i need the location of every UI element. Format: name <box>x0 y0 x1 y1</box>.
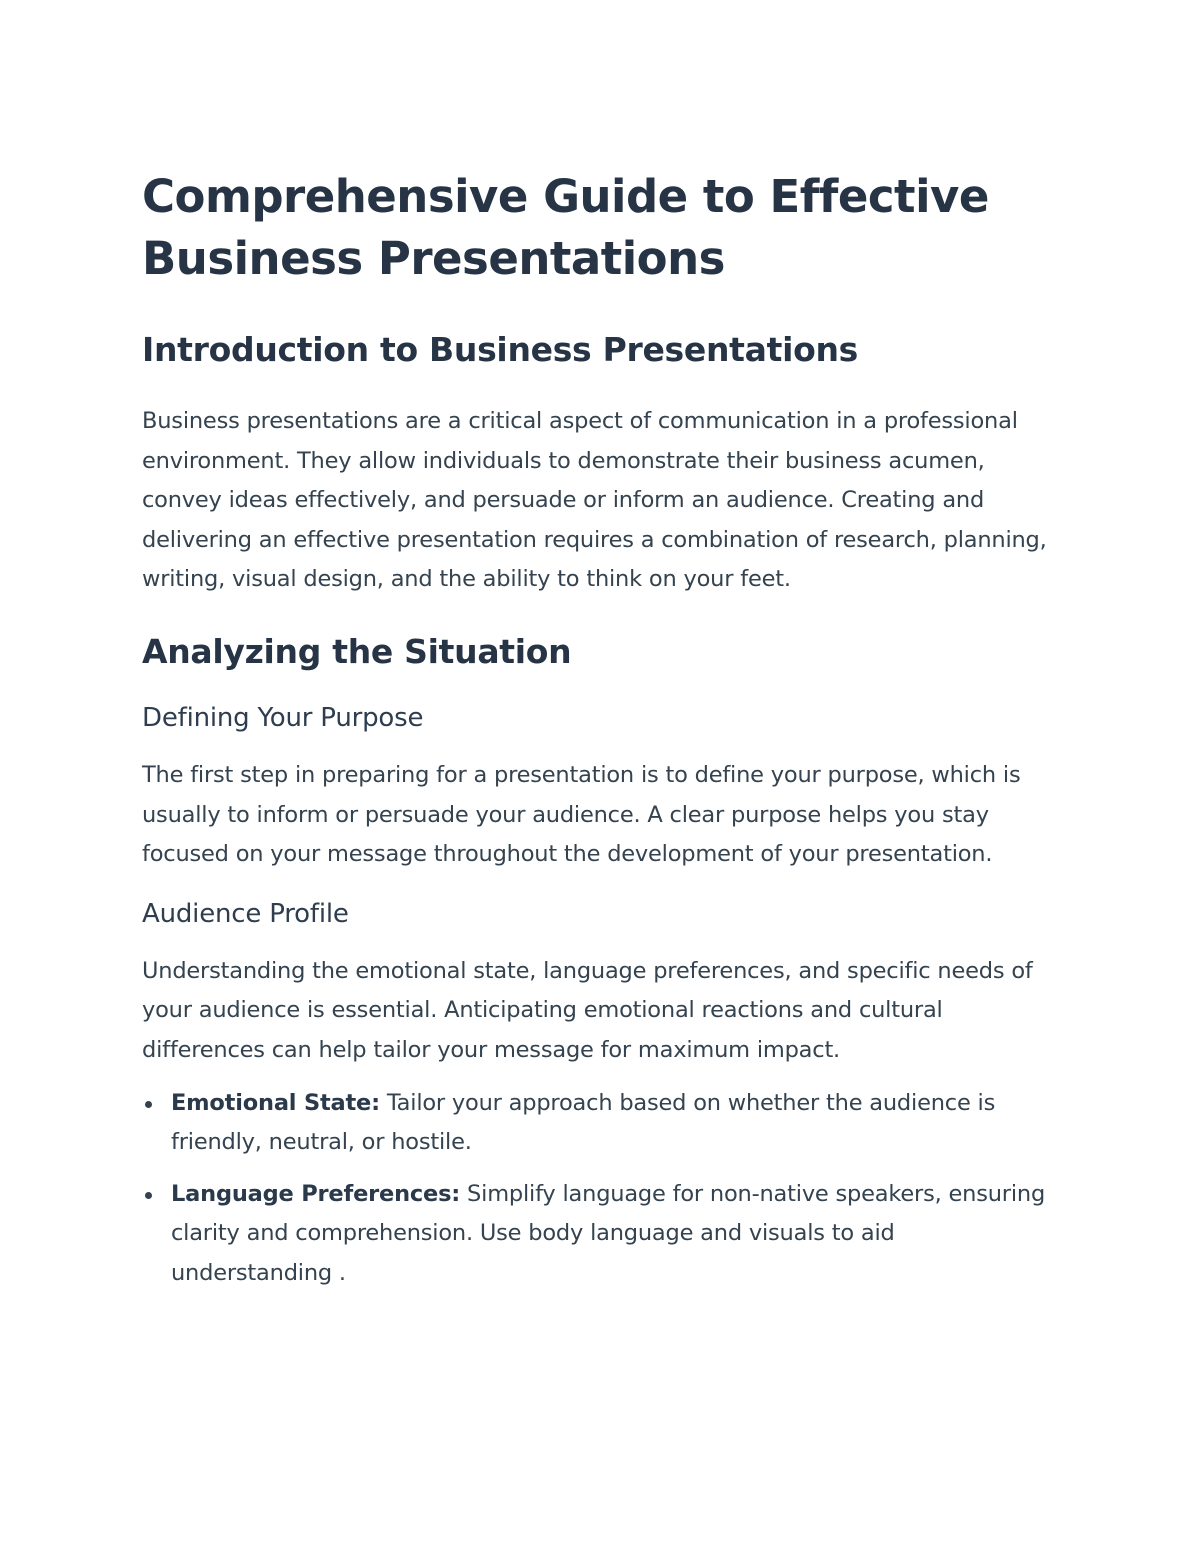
title-line-1: Comprehensive Guide to Effective <box>142 170 989 223</box>
bullet-icon <box>145 1101 152 1108</box>
subheading-defining-purpose: Defining Your Purpose <box>142 702 424 733</box>
paragraph-audience-profile: Understanding the emotional state, language preferences, and specific needs of your audience is essential. Anticipating emotional reactions and cultural differences can help tailor your message for maximum impact. <box>142 957 1033 1063</box>
bullet-text: Tailor your approach based on whether the audience is friendly, neutral, or hostile. <box>171 1089 996 1156</box>
title-line-2: Business Presentations <box>142 232 725 285</box>
bullet-term: Emotional State: <box>171 1089 380 1116</box>
paragraph-defining-purpose: The first step in preparing for a presentation is to define your purpose, which is usually to inform or persuade your audience. A clear purpose helps you stay focused on your message throughout the development of your presentation. <box>142 761 1021 868</box>
paragraph-introduction: Business presentations are a critical aspect of communication in a professional environment. They allow individuals to demonstrate their business acumen, convey ideas effectively, and persuade or inform an audience. Creating and delivering an effective presentation requires a combination of research, planning, writing, visual design, and the ability to think on your feet. <box>142 408 1047 593</box>
document-page <box>142 166 1052 1306</box>
heading-analyzing-situation: Analyzing the Situation <box>142 631 572 671</box>
bullet-icon <box>145 1192 152 1199</box>
heading-introduction: Introduction to Business Presentations <box>142 330 858 369</box>
bullet-text: Simplify language for non-native speakers, ensuring clarity and comprehension. Use body language and visuals to aid understanding . <box>171 1180 1046 1286</box>
document-title <box>142 166 1052 290</box>
list-item <box>142 1084 1052 1163</box>
subheading-audience-profile: Audience Profile <box>142 898 349 929</box>
bullet-term: Language Preferences: <box>171 1180 461 1207</box>
audience-bullet-list <box>142 1084 1052 1294</box>
list-item <box>142 1175 1052 1294</box>
